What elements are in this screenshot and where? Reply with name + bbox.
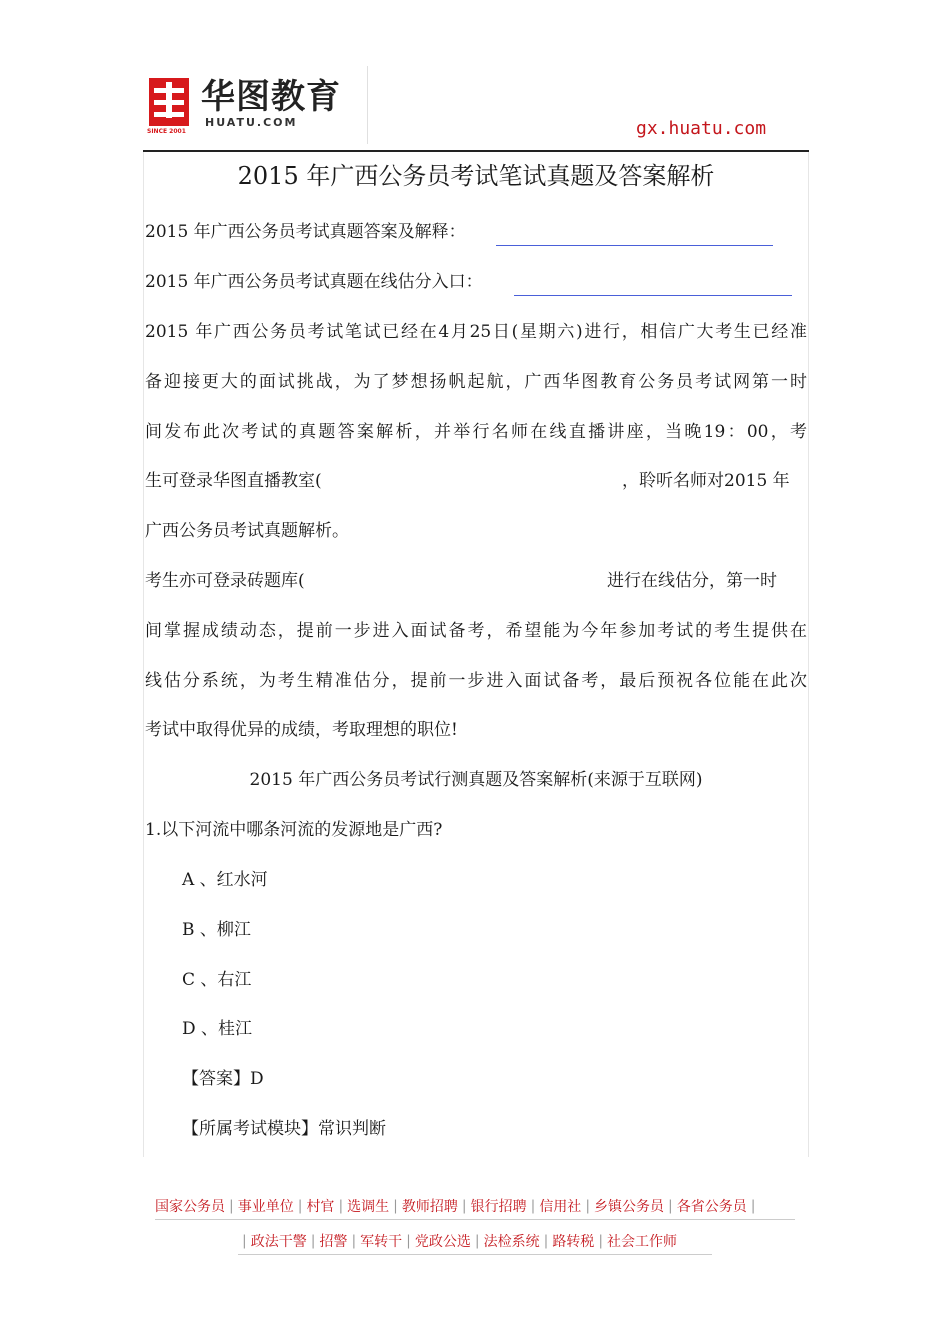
huatu-logo-icon [149,78,189,126]
footer-separator: | [351,1233,357,1249]
logo-chinese-name: 华图教育 [201,77,341,117]
intro-paragraph-line: ，聆听名师对2015 年 [622,471,790,491]
footer-link-teacher-recruitment[interactable]: 教师招聘 [401,1199,458,1215]
option-c: C 、右江 [182,970,252,990]
footer-nav-primary [155,1193,795,1220]
footer-separator: | [310,1233,316,1249]
footer-link-party-selection[interactable]: 党政公选 [414,1234,471,1250]
score-entry-link-label: 2015 年广西公务员考试真题在线估分入口： [145,272,483,292]
footer-separator: | [406,1233,411,1249]
intro-paragraph-line: 备迎接更大的面试挑战，为了梦想扬帆起航，广西华图教育公务员考试网第一时 [145,372,807,392]
footer-link-bank-recruitment[interactable]: 银行招聘 [470,1199,527,1215]
footer-separator: | [242,1233,247,1249]
footer-separator: | [543,1233,549,1249]
estimate-paragraph-line: 考试中取得优异的成绩，考取理想的职位! [145,720,458,740]
exam-module-text: 【所属考试模块】常识判断 [182,1119,386,1139]
huatu-logo[interactable] [143,66,371,142]
site-url-link[interactable]: gx.huatu.com [636,118,767,139]
footer-link-military-transfer[interactable]: 军转干 [360,1234,403,1250]
logo-english-name: HUATU.COM [205,116,298,129]
estimate-paragraph-line: 间掌握成绩动态，提前一步进入面试备考，希望能为今年参加考试的考生提供在 [145,621,807,641]
page-frame-right [808,152,809,1157]
score-entry-link[interactable] [514,295,792,296]
option-b: B 、柳江 [182,920,251,940]
section-title: 2015 年广西公务员考试行测真题及答案解析(来源于互联网) [249,770,703,790]
footer-separator: | [338,1198,344,1214]
logo-divider [367,66,368,144]
footer-link-township-civil-servant[interactable]: 乡镇公务员 [594,1199,665,1215]
footer-separator: | [668,1198,673,1214]
footer-separator: | [598,1233,604,1249]
option-a: A 、红水河 [182,870,268,890]
estimate-paragraph-line: 线估分系统，为考生精准估分，提前一步进入面试备考，最后预祝各位能在此次 [145,671,807,691]
intro-paragraph-line: 2015 年广西公务员考试笔试已经在4月25日(星期六)进行，相信广大考生已经准 [145,322,807,342]
footer-separator: | [297,1198,303,1214]
header-rule [143,150,809,152]
intro-paragraph-line: 广西公务员考试真题解析。 [145,521,349,541]
footer-separator: | [229,1198,234,1214]
footer-link-national-civil-servant[interactable]: 国家公务员 [155,1199,225,1215]
footer-separator: | [461,1198,467,1214]
answers-link-label: 2015 年广西公务员考试真题答案及解释： [145,222,466,242]
answers-link[interactable] [496,245,773,246]
footer-link-court-procuratorate[interactable]: 法检系统 [483,1234,540,1250]
intro-paragraph-line: 生可登录华图直播教室( [145,471,322,491]
intro-paragraph-line: 间发布此次考试的真题答案解析，并举行名师在线直播讲座，当晚19：00，考 [145,422,807,442]
logo-since-text: SINCE 2001 [147,128,186,135]
footer-link-provincial-civil-servant[interactable]: 各省公务员 [676,1199,747,1215]
footer-nav-secondary [238,1228,712,1255]
answer-text: 【答案】D [182,1069,264,1089]
footer-link-village-official[interactable]: 村官 [306,1199,335,1215]
footer-separator: | [530,1198,536,1214]
footer-link-social-worker[interactable]: 社会工作师 [607,1234,678,1250]
footer-link-road-to-tax[interactable]: 路转税 [552,1234,595,1250]
page-frame-left [143,152,144,1157]
estimate-paragraph-line: 考生亦可登录砖题库( [145,571,305,591]
footer-separator: | [474,1233,480,1249]
footer-link-public-institution[interactable]: 事业单位 [237,1199,294,1215]
estimate-paragraph-line: 进行在线估分，第一时 [607,571,777,591]
document-title: 2015 年广西公务员考试笔试真题及答案解析 [237,162,715,190]
footer-link-selected-graduate[interactable]: 选调生 [347,1199,390,1215]
footer-separator: | [750,1198,756,1214]
footer-separator: | [585,1198,591,1214]
footer-link-law-police[interactable]: 政法干警 [250,1234,307,1250]
question-text: 1.以下河流中哪条河流的发源地是广西? [145,820,443,840]
footer-link-police-recruitment[interactable]: 招警 [319,1234,348,1250]
footer-separator: | [393,1198,398,1214]
footer-link-credit-union[interactable]: 信用社 [539,1199,582,1215]
option-d: D 、桂江 [182,1019,253,1039]
